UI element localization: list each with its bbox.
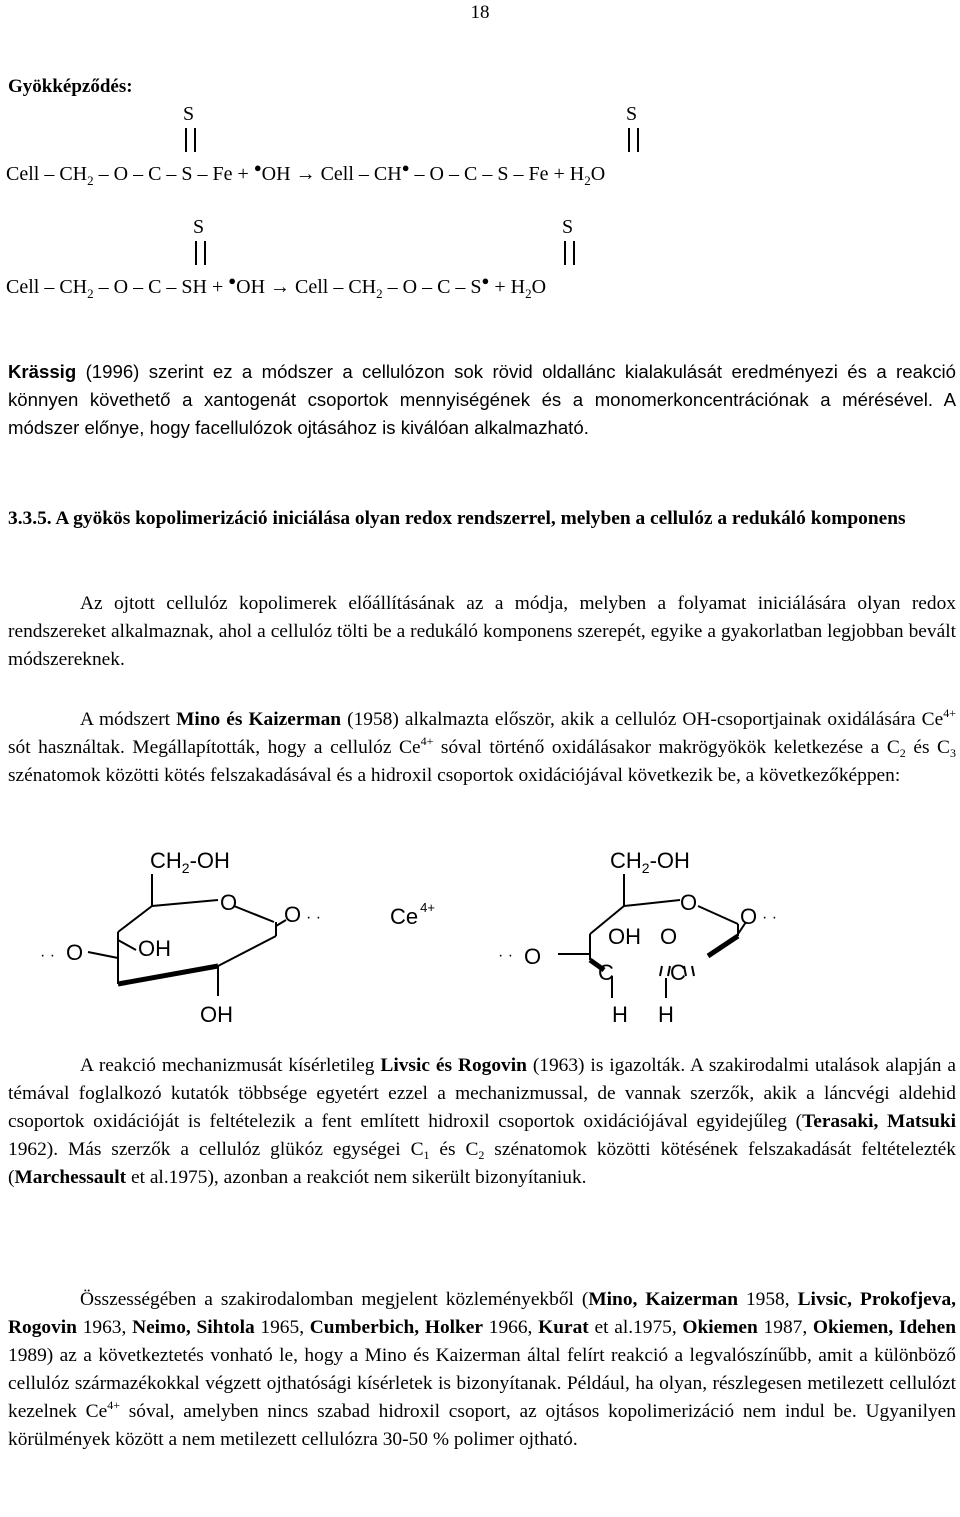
aldehyde-oxygen-label: O xyxy=(660,924,678,949)
radical-dot-icon: ● xyxy=(481,273,490,288)
paragraph-krassig: Krässig (1996) szerint ez a módszer a cellulózon sok rövid oldallánc kialakulását eredményezi és a reakció könnyen követhető a xantogenát csoportok mennyiségének és a monomerkoncentrációnak a mérésével. A módszer előnye, hogy facellulózok ojtásához is kiválóan alkalmazható. xyxy=(8,361,956,438)
svg-text:CH2-OH: $CH_2-OH$ xyxy=(610,848,690,876)
glycosidic-oxygen-label: O xyxy=(284,902,302,927)
hydroxyl-label: OH xyxy=(200,1002,233,1027)
ch2oh-label: CH xyxy=(610,848,642,873)
ch2oh-label: CH xyxy=(150,848,182,873)
reaction-arrow-icon: → xyxy=(295,163,316,185)
paragraph-mino-kaizerman: A módszert Mino és Kaizerman (1958) alkalmazta először, akik a cellulóz OH-csoportjainak oxidálására $Ce^{4+}$ sót használtak. Megállapították, hogy a cellulóz $Ce^{4+}$ sóval történő oxidálásakor makrögyökök keletkezése a $C_2$ és $C_3$ szénatomok közötti kötés felszakadásával és a hidroxil csoportok oxidációjával következik be, a következőképpen: xyxy=(8,706,956,786)
svg-text:· ·: · · xyxy=(498,947,514,964)
glycosidic-oxygen-label: O xyxy=(524,944,542,969)
paragraph-livsic-rogovin: A reakció mechanizmusát kísérletileg Livsic és Rogovin (1963) is igazolták. A szakirodalmi utalások alapján a témával foglalkozó kutatók többsége egyetért ezzel a mechanizmussal, de vannak szerzők, akik a láncvégi aldehid csoportok oxidációját is feltételezik a fent említett hidroxil csoportok oxidációjával egyidejűleg (Terasaki, Matsuki 1962). Más szerzők a cellulóz glükóz egységei $C_1$ és $C_2$ szénatomok közötti kötésének felszakadását feltételezték (Marchessault et al.1975), azonban a reakciót nem sikerült bizonyítaniuk. xyxy=(8,1055,956,1188)
section-heading-radical-formation: Gyökképződés: xyxy=(8,76,133,97)
double-bond-icon xyxy=(195,241,206,265)
radical-dot-icon: ● xyxy=(228,273,237,288)
thione-sulfur-left: S xyxy=(193,216,205,238)
thione-sulfur-left: S xyxy=(183,103,195,125)
hydrogen-label: H xyxy=(658,1002,674,1027)
radical-dot-icon: ● xyxy=(253,160,262,175)
hydroxyl-label: OH xyxy=(608,924,641,949)
svg-text:· ·: · · xyxy=(762,909,778,926)
thione-sulfur-right: S xyxy=(626,103,638,125)
double-bond-icon xyxy=(628,128,639,152)
ce4-oxidation-scheme xyxy=(38,840,788,1028)
ring-oxygen-label: O xyxy=(220,890,238,915)
double-bond-icon xyxy=(185,128,196,152)
carbon-label: C xyxy=(670,960,686,985)
hydroxyl-label: OH xyxy=(138,936,171,961)
carbon-label: C xyxy=(598,960,614,985)
svg-text:· ·: · · xyxy=(40,947,56,964)
double-bond-icon xyxy=(564,241,575,265)
author-name: Krässig xyxy=(8,361,77,382)
svg-text:CH2-OH: $CH_2-OH$ xyxy=(150,848,230,876)
reaction-2-line: Cell – $CH_2$ – O – C – SH + ●OH → Cell – $CH_2 - O - C - S^● + H_2O$ xyxy=(6,273,547,301)
reagent-label: Ce $^{4+}$ xyxy=(390,900,435,929)
reaction-1-line: Cell – $CH_2 - O - C - S - Fe + ^●OH$ → Cell – $CH^● - O - C - S - Fe + H_2O$ xyxy=(6,160,606,188)
glucose-ring-left xyxy=(40,848,321,1027)
paragraph-summary: Összességében a szakirodalomban megjelent közleményekből (Mino, Kaizerman 1958, Livsic, Prokofjeva, Rogovin 1963, Neimo, Sihtola 1965, Cumberbich, Holker 1966, Kurat et al.1975, Okiemen 1987, Okiemen, Idehen 1989) az a következtetés vonható le, hogy a Mino és Kaizerman által felírt reakció a legvalószínűbb, amit a különböző cellulóz származékokkal végzett ojthatósági kísérletek is bizonyítanak. Például, ha olyan, részlegesen metilezett cellulózt kezelnek $Ce^{4+}$ sóval, amelyben nincs szabad hidroxil csoport, az ojtásos kopolimerizáció nem indul be. Ugyanilyen körülmények között a nem metilezett cellulózra 30-50 % polimer ojtható. xyxy=(8,1289,957,1450)
thione-sulfur-right: S xyxy=(562,216,574,238)
svg-text:· ·: · · xyxy=(306,909,322,926)
glycosidic-oxygen-label: O xyxy=(66,940,84,965)
reaction-arrow-icon: → xyxy=(270,276,291,298)
page-number: 18 xyxy=(470,2,490,23)
section-title-3-3-5: 3.3.5. A gyökös kopolimerizáció iniciálása olyan redox rendszerrel, melyben a cellulóz a redukáló komponens xyxy=(8,508,906,529)
oxidized-ring-right xyxy=(498,848,777,1027)
radical-dot-icon: ● xyxy=(401,160,410,175)
ring-oxygen-label: O xyxy=(680,890,698,915)
paragraph-redox-intro: Az ojtott cellulóz kopolimerek előállításának az a módja, melyben a folyamat iniciálására olyan redox rendszereket alkalmaznak, ahol a cellulóz tölti be a redukáló komponens szerepét, egyike a gyakorlatban legjobban bevált módszereknek. xyxy=(8,593,956,670)
glycosidic-oxygen-label: O xyxy=(740,904,758,929)
hydrogen-label: H xyxy=(612,1002,628,1027)
